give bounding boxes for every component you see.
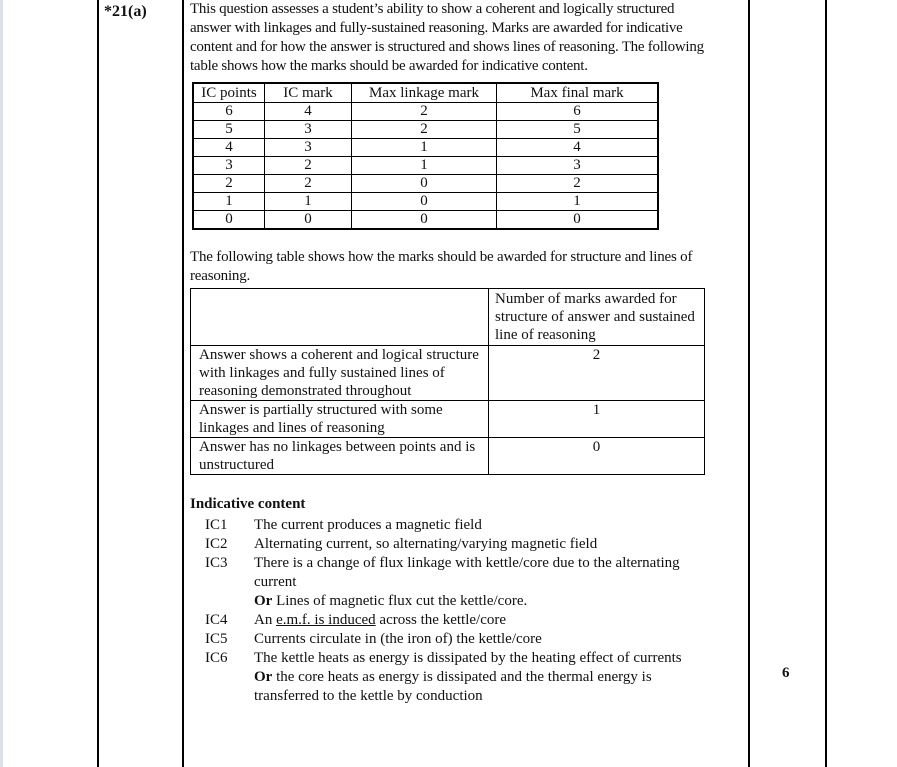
or-keyword: Or xyxy=(254,593,273,609)
ic-label: IC2 xyxy=(205,536,228,552)
column-divider-left xyxy=(97,0,99,767)
cell: 2 xyxy=(352,103,497,121)
cell: 1 xyxy=(193,193,265,211)
header-ic-mark: IC mark xyxy=(265,83,352,103)
page-left-edge xyxy=(0,0,3,767)
table-row xyxy=(191,438,705,475)
table-row xyxy=(193,175,658,193)
cell: 0 xyxy=(352,193,497,211)
list-item xyxy=(190,630,710,649)
table-row xyxy=(193,121,658,139)
table-row xyxy=(193,139,658,157)
cell: 0 xyxy=(265,211,352,230)
mark-scheme-content xyxy=(190,0,710,706)
ic-text-block xyxy=(254,554,684,611)
question-number: *21(a) xyxy=(104,3,147,20)
cell: 4 xyxy=(497,139,659,157)
ic-text-pre: An xyxy=(254,612,277,628)
ic-label: IC5 xyxy=(205,631,228,647)
header-ic-points: IC points xyxy=(193,83,265,103)
column-divider-marks xyxy=(825,0,827,767)
ic-text: The current produces a magnetic field xyxy=(254,517,482,533)
ic-text-block xyxy=(254,611,684,630)
cell: 3 xyxy=(497,157,659,175)
cell: 6 xyxy=(497,103,659,121)
structure-description: Answer has no linkages between points and is unstructured xyxy=(191,438,489,475)
structure-marks: 0 xyxy=(489,438,705,475)
cell: 6 xyxy=(193,103,265,121)
indicative-content-list xyxy=(190,516,710,706)
question-intro: This question assesses a student’s ability to show a coherent and logically structured answer with linkages and fully-sustained reasoning. Marks are awarded for indicative content and for how the answer is structured and shows lines of reasoning. The following table shows how the marks should be awarded for indicative content. xyxy=(190,1,704,74)
table-row xyxy=(193,211,658,230)
table-row xyxy=(193,157,658,175)
cell: 3 xyxy=(193,157,265,175)
or-keyword: Or xyxy=(254,669,273,685)
list-item xyxy=(190,611,710,630)
table-row xyxy=(193,103,658,121)
structure-description: Answer shows a coherent and logical structure with linkages and fully sustained lines of reasoning demonstrated throughout xyxy=(191,346,489,401)
cell: 0 xyxy=(497,211,659,230)
ic-label: IC3 xyxy=(205,555,228,571)
list-item xyxy=(190,649,710,706)
table-header-row xyxy=(191,289,705,346)
cell: 1 xyxy=(352,157,497,175)
structure-marks: 2 xyxy=(489,346,705,401)
total-marks: 6 xyxy=(782,665,790,681)
list-item xyxy=(190,554,710,611)
table-row xyxy=(191,346,705,401)
cell: 2 xyxy=(193,175,265,193)
cell: 0 xyxy=(193,211,265,230)
ic-text: There is a change of flux linkage with kettle/core due to the alternating current xyxy=(254,555,680,590)
empty-header-cell xyxy=(191,289,489,346)
table-header-row xyxy=(193,83,658,103)
cell: 1 xyxy=(352,139,497,157)
structure-marks: 1 xyxy=(489,401,705,438)
cell: 3 xyxy=(265,139,352,157)
cell: 4 xyxy=(265,103,352,121)
cell: 1 xyxy=(265,193,352,211)
header-marks-awarded: Number of marks awarded for structure of answer and sustained line of reasoning xyxy=(489,289,705,346)
cell: 2 xyxy=(497,175,659,193)
cell: 4 xyxy=(193,139,265,157)
ic-label: IC1 xyxy=(205,517,228,533)
list-item xyxy=(190,516,710,535)
column-divider-question xyxy=(182,0,184,767)
cell: 2 xyxy=(265,175,352,193)
structure-description: Answer is partially structured with some linkages and lines of reasoning xyxy=(191,401,489,438)
cell: 5 xyxy=(497,121,659,139)
ic-text-underlined: e.m.f. is induced xyxy=(276,612,376,628)
table-row xyxy=(193,193,658,211)
ic-marks-table xyxy=(192,82,659,230)
ic-text-block xyxy=(254,649,684,706)
ic-alternative-text: Lines of magnetic flux cut the kettle/core. xyxy=(272,593,528,609)
cell: 2 xyxy=(265,157,352,175)
ic-label: IC6 xyxy=(205,650,228,666)
list-item xyxy=(190,535,710,554)
structure-marks-table xyxy=(190,288,705,475)
cell: 5 xyxy=(193,121,265,139)
ic-text: Currents circulate in (the iron of) the kettle/core xyxy=(254,631,542,647)
column-divider-answer xyxy=(748,0,750,767)
header-max-linkage-mark: Max linkage mark xyxy=(352,83,497,103)
ic-alternative-text: the core heats as energy is dissipated and the thermal energy is transferred to the kettle by conduction xyxy=(254,669,652,704)
ic-text: The kettle heats as energy is dissipated by the heating effect of currents xyxy=(254,650,682,666)
ic-text-post: across the kettle/core xyxy=(375,612,507,628)
cell: 1 xyxy=(497,193,659,211)
ic-text: Alternating current, so alternating/varying magnetic field xyxy=(254,536,598,552)
indicative-content-title: Indicative content xyxy=(190,496,306,512)
cell: 0 xyxy=(352,175,497,193)
ic-label: IC4 xyxy=(205,612,228,628)
header-max-final-mark: Max final mark xyxy=(497,83,659,103)
cell: 0 xyxy=(352,211,497,230)
structure-intro: The following table shows how the marks should be awarded for structure and lines of reasoning. xyxy=(190,249,693,284)
cell: 2 xyxy=(352,121,497,139)
cell: 3 xyxy=(265,121,352,139)
table-row xyxy=(191,401,705,438)
